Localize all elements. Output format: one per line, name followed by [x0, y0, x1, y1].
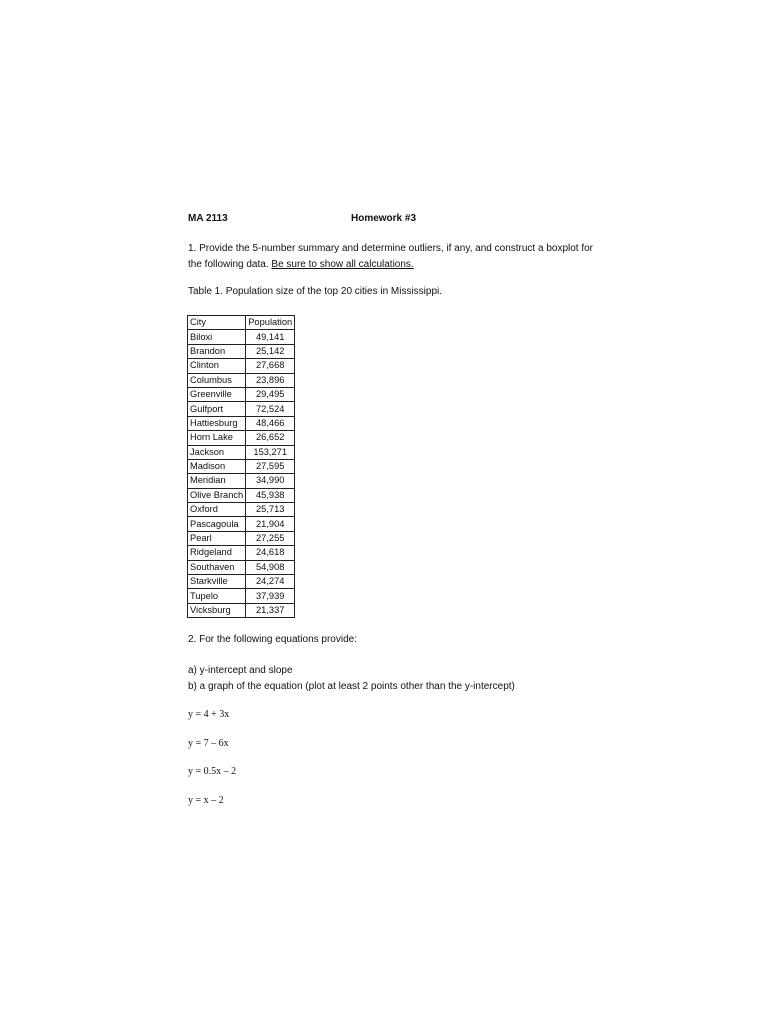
population-cell: 54,908 — [246, 560, 295, 574]
city-cell: Southaven — [188, 560, 246, 574]
city-cell: Jackson — [188, 445, 246, 459]
course-code: MA 2113 — [188, 213, 228, 224]
table-row — [188, 431, 295, 445]
population-cell: 21,337 — [246, 603, 295, 617]
city-cell: Vicksburg — [188, 603, 246, 617]
population-cell: 24,618 — [246, 546, 295, 560]
table-row — [188, 373, 295, 387]
table-row — [188, 575, 295, 589]
city-cell: Meridian — [188, 474, 246, 488]
city-cell: Columbus — [188, 373, 246, 387]
city-cell: Clinton — [188, 359, 246, 373]
city-cell: Ridgeland — [188, 546, 246, 560]
city-cell: Hattiesburg — [188, 416, 246, 430]
city-cell: Brandon — [188, 344, 246, 358]
table-row — [188, 503, 295, 517]
population-cell: 34,990 — [246, 474, 295, 488]
population-cell: 37,939 — [246, 589, 295, 603]
city-cell: Starkville — [188, 575, 246, 589]
city-cell: Gulfport — [188, 402, 246, 416]
population-cell: 72,524 — [246, 402, 295, 416]
equation-4: y = x – 2 — [188, 795, 224, 806]
population-cell: 45,938 — [246, 488, 295, 502]
column-header-population: Population — [246, 316, 295, 330]
part-a: a) y-intercept and slope — [188, 665, 293, 676]
equation-3: y = 0.5x – 2 — [188, 766, 237, 777]
table-row — [188, 531, 295, 545]
city-cell: Pearl — [188, 531, 246, 545]
population-cell: 23,896 — [246, 373, 295, 387]
population-cell: 27,668 — [246, 359, 295, 373]
table-row — [188, 474, 295, 488]
population-cell: 27,255 — [246, 531, 295, 545]
city-cell: Greenville — [188, 387, 246, 401]
population-cell: 24,274 — [246, 575, 295, 589]
table-row — [188, 589, 295, 603]
population-cell: 26,652 — [246, 431, 295, 445]
table-row — [188, 387, 295, 401]
table-row — [188, 359, 295, 373]
document-header — [188, 213, 608, 229]
column-header-city: City — [188, 316, 246, 330]
population-cell: 153,271 — [246, 445, 295, 459]
table-row — [188, 603, 295, 617]
population-cell: 25,713 — [246, 503, 295, 517]
part-b: b) a graph of the equation (plot at least 2 points other than the y-intercept) — [188, 681, 515, 692]
table-row — [188, 560, 295, 574]
table-row — [188, 344, 295, 358]
city-cell: Madison — [188, 459, 246, 473]
population-cell: 49,141 — [246, 330, 295, 344]
table-caption: Table 1. Population size of the top 20 cities in Mississippi. — [188, 286, 443, 297]
table-row — [188, 330, 295, 344]
population-cell: 21,904 — [246, 517, 295, 531]
table-row — [188, 546, 295, 560]
equation-1: y = 4 + 3x — [188, 709, 230, 720]
question-1-emphasis: Be sure to show all calculations. — [271, 259, 414, 270]
table-row — [188, 445, 295, 459]
question-2: 2. For the following equations provide: — [188, 634, 357, 645]
population-cell: 48,466 — [246, 416, 295, 430]
table-row — [188, 488, 295, 502]
population-table — [187, 315, 295, 618]
population-cell: 27,595 — [246, 459, 295, 473]
table-row — [188, 416, 295, 430]
table-header-row — [188, 316, 295, 330]
population-cell: 29,495 — [246, 387, 295, 401]
assignment-title: Homework #3 — [351, 213, 417, 224]
question-1 — [188, 241, 608, 273]
table-row — [188, 517, 295, 531]
population-cell: 25,142 — [246, 344, 295, 358]
city-cell: Tupelo — [188, 589, 246, 603]
city-cell: Horn Lake — [188, 431, 246, 445]
city-cell: Pascagoula — [188, 517, 246, 531]
city-cell: Oxford — [188, 503, 246, 517]
question-1-text: 1. Provide the 5-number summary and determine outliers, if any, and construct a boxplot for the following data. — [188, 243, 594, 270]
table-row — [188, 459, 295, 473]
question-2-parts — [188, 663, 515, 695]
equation-2: y = 7 – 6x — [188, 738, 229, 749]
city-cell: Biloxi — [188, 330, 246, 344]
city-cell: Olive Branch — [188, 488, 246, 502]
table-row — [188, 402, 295, 416]
